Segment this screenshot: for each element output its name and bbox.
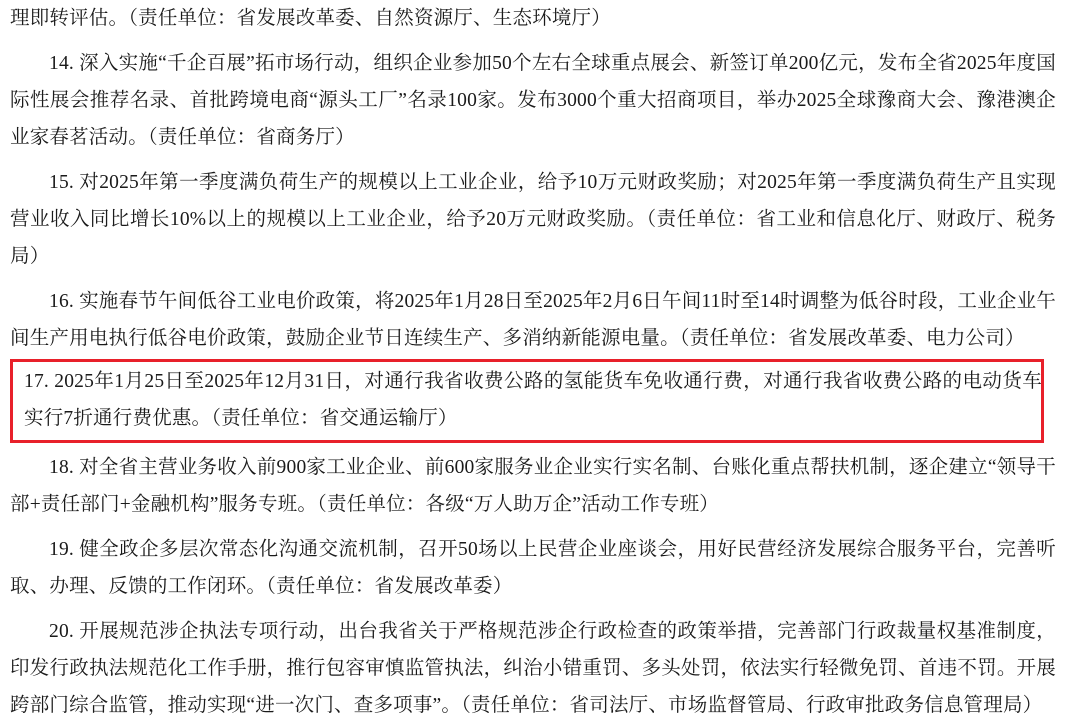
paragraph-spacer — [10, 37, 1056, 45]
highlighted-paragraph-region — [10, 359, 1056, 443]
paragraph-spacer — [10, 523, 1056, 531]
paragraph-spacer — [10, 156, 1056, 164]
paragraph-item-19: 19. 健全政企多层次常态化沟通交流机制，召开50场以上民营企业座谈会，用好民营经济发展综合服务平台，完善听取、办理、反馈的工作闭环。（责任单位：省发展改革委） — [10, 539, 1056, 597]
paragraph-continuation: 理即转评估。（责任单位：省发展改革委、自然资源厅、生态环境厅） — [10, 8, 611, 29]
paragraph-item-15: 15. 对2025年第一季度满负荷生产的规模以上工业企业，给予10万元财政奖励；对2025年第一季度满负荷生产且实现营业收入同比增长10%以上的规模以上工业企业，给予20万元财政奖励。（责任单位：省工业和信息化厅、财政厅、税务局） — [10, 172, 1056, 267]
paragraph-item-16: 16. 实施春节午间低谷工业电价政策，将2025年1月28日至2025年2月6日午间11时至14时调整为低谷时段，工业企业午间生产用电执行低谷电价政策，鼓励企业节日连续生产、多消纳新能源电量。（责任单位：省发展改革委、电力公司） — [10, 291, 1056, 349]
paragraph-spacer — [10, 275, 1056, 283]
paragraph-spacer — [10, 605, 1056, 613]
paragraph-item-20: 20. 开展规范涉企执法专项行动，出台我省关于严格规范涉企行政检查的政策举措，完善部门行政裁量权基准制度，印发行政执法规范化工作手册，推行包容审慎监管执法，纠治小错重罚、多头处罚，依法实行轻微免罚、首违不罚。开展跨部门综合监管，推动实现“进一次门、查多项事”。（责任单位：省司法厅、市场监督管局、行政审批政务信息管理局） — [10, 621, 1056, 716]
paragraph-item-14: 14. 深入实施“千企百展”拓市场行动，组织企业参加50个左右全球重点展会、新签订单200亿元，发布全省2025年度国际性展会推荐名录、首批跨境电商“源头工厂”名录100家。发布3000个重大招商项目，举办2025全球豫商大会、豫港澳企业家春茗活动。（责任单位：省商务厅） — [10, 53, 1056, 148]
paragraph-item-18: 18. 对全省主营业务收入前900家工业企业、前600家服务业企业实行实名制、台账化重点帮扶机制，逐企建立“领导干部+责任部门+金融机构”服务专班。（责任单位：各级“万人助万企”活动工作专班） — [10, 457, 1056, 515]
paragraph-item-17: 17. 2025年1月25日至2025年12月31日，对通行我省收费公路的氢能货车免收通行费，对通行我省收费公路的电动货车实行7折通行费优惠。（责任单位：省交通运输厅） — [24, 371, 1042, 429]
